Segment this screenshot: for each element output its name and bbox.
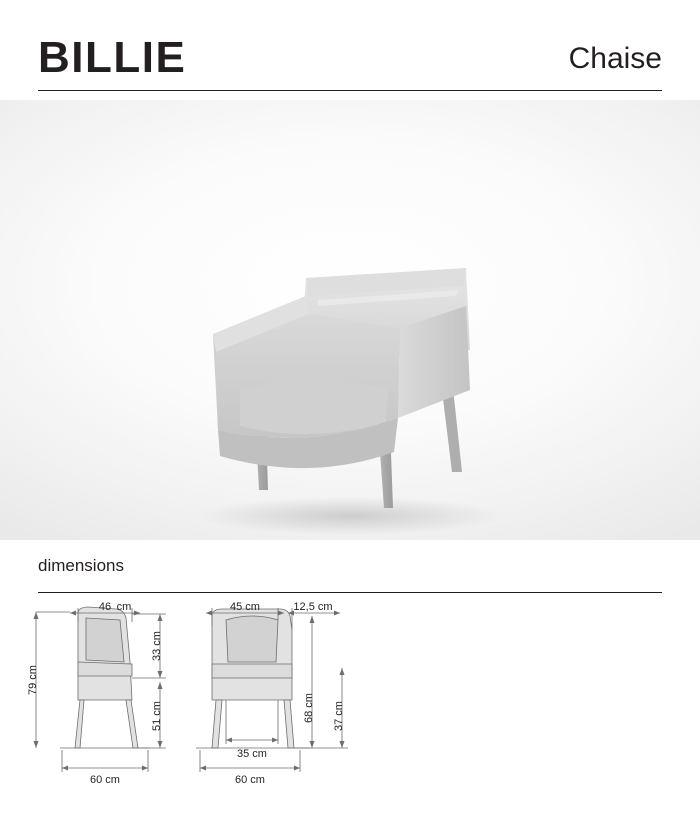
dim-label-seat-height: 51 cm — [151, 701, 163, 731]
page-title: BILLIE — [38, 33, 187, 82]
dimension-drawings — [0, 600, 700, 800]
header-divider — [38, 90, 662, 91]
dim-label-back-height: 68 cm — [303, 693, 315, 723]
armchair-illustration — [0, 100, 700, 540]
product-photo — [0, 100, 700, 540]
dim-label-arm-height: 37 cm — [333, 701, 345, 731]
page-header — [38, 30, 662, 92]
dim-unit-seat-depth-top: cm — [116, 601, 132, 613]
dim-label-seat-width: 35 cm — [237, 748, 267, 760]
side-elevation-drawing — [34, 607, 167, 772]
dimensions-heading: dimensions — [38, 556, 124, 575]
dim-label-armrest-width: 12,5 cm — [293, 601, 333, 613]
dimensions-divider — [38, 592, 662, 593]
dim-label-backrest-height: 33 cm — [151, 631, 163, 661]
dim-label-total-width: 60 cm — [235, 774, 265, 786]
dim-label-inner-width: 45 cm — [230, 601, 260, 613]
dim-label-seat-depth-top: 46 — [98, 601, 112, 613]
front-elevation-drawing — [196, 608, 348, 772]
dim-label-total-depth: 60 cm — [90, 774, 120, 786]
dim-label-total-height: 79 cm — [27, 665, 39, 695]
product-category: Chaise — [568, 42, 662, 75]
